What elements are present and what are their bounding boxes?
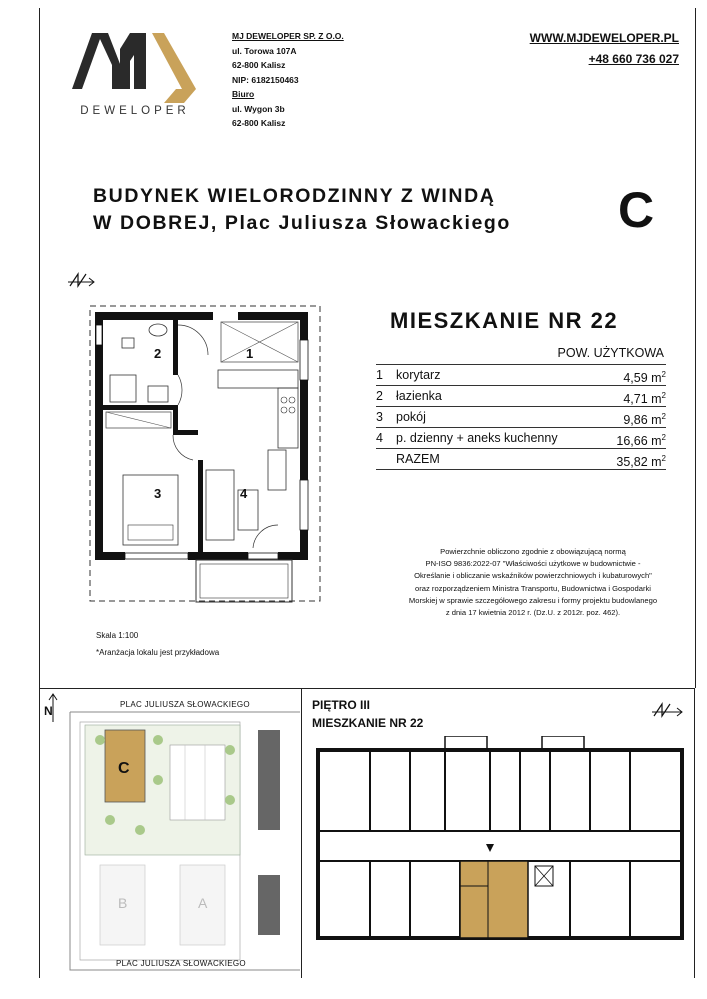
room-number: 1 bbox=[376, 368, 383, 382]
norm-note-line: PN-ISO 9836:2022-07 "Właściwości użytkowe w budownictwie - bbox=[425, 559, 641, 569]
room-label-2: 2 bbox=[154, 346, 162, 361]
apartment-title: MIESZKANIE NR 22 bbox=[390, 308, 619, 333]
room-area: 4,71 $m^2$ bbox=[623, 391, 666, 407]
office-label: Biuro bbox=[232, 89, 255, 99]
room-name: pokój bbox=[396, 410, 426, 424]
phone-link[interactable]: +48 660 736 027 bbox=[588, 52, 679, 66]
building-title-line2: W DOBREJ, Plac Juliusza Słowackiego bbox=[93, 212, 511, 234]
room-number: 3 bbox=[376, 410, 383, 424]
norm-note-line: oraz rozporządzeniem Ministra Transportu, Budownictwa i Gospodarki bbox=[415, 583, 651, 593]
room-row bbox=[376, 428, 666, 449]
bottom-frame-right bbox=[694, 688, 695, 978]
room-name: korytarz bbox=[396, 368, 441, 382]
total-label: RAZEM bbox=[396, 452, 440, 466]
arrangement-note: *Aranżacja lokalu jest przykładowa bbox=[96, 648, 220, 657]
section-divider-vertical bbox=[301, 688, 302, 978]
norm-note-line: Morskiej w sprawie szczegółowego zakresu i formy projektu budowlanego bbox=[408, 595, 658, 605]
contact-info bbox=[530, 28, 679, 70]
building-c-label: C bbox=[118, 760, 130, 777]
north-arrow-icon bbox=[66, 270, 96, 295]
room-label-1: 1 bbox=[246, 346, 254, 361]
room-label-4: 4 bbox=[240, 486, 248, 501]
room-name: p. dzienny + aneks kuchenny bbox=[396, 431, 558, 445]
floor-info bbox=[312, 696, 423, 732]
apartment-floor-plan bbox=[88, 300, 328, 610]
website-link[interactable]: WWW.MJDEWELOPER.PL bbox=[529, 31, 679, 45]
floor-apartment: MIESZKANIE NR 22 bbox=[312, 716, 424, 730]
scale-label: Skala 1:100 bbox=[96, 631, 139, 640]
room-row bbox=[376, 365, 666, 386]
company-name: MJ DEWELOPER SP. Z O.O. bbox=[232, 31, 344, 41]
total-area: 35,82 $m^2$ bbox=[616, 454, 666, 470]
office-street: ul. Wygon 3b bbox=[232, 103, 285, 114]
room-area-table bbox=[376, 344, 666, 470]
floor-north-arrow-icon bbox=[650, 700, 686, 725]
room-area: 16,66 $m^2$ bbox=[616, 433, 666, 449]
norm-note bbox=[392, 546, 674, 619]
room-row bbox=[376, 407, 666, 428]
room-row bbox=[376, 386, 666, 407]
office-city: 62-800 Kalisz bbox=[232, 118, 286, 128]
company-info bbox=[232, 29, 344, 131]
building-title-line1: BUDYNEK WIELORODZINNY Z WINDĄ bbox=[93, 185, 496, 207]
company-logo bbox=[60, 25, 210, 125]
area-header: POW. UŻYTKOWA bbox=[376, 344, 666, 365]
room-area: 4,59 $m^2$ bbox=[623, 370, 666, 386]
site-north-arrow-icon bbox=[46, 692, 60, 729]
company-street: ul. Torowa 107A bbox=[232, 45, 297, 56]
building-a-label: A bbox=[198, 895, 208, 911]
floor-level: PIĘTRO III bbox=[312, 698, 371, 712]
norm-note-line: z dnia 17 kwietnia 2012 r. (Dz.U. z 2012r. poz. 462). bbox=[445, 608, 621, 618]
room-number: 2 bbox=[376, 389, 383, 403]
room-name: łazienka bbox=[396, 389, 442, 403]
building-letter: C bbox=[618, 182, 655, 238]
total-row bbox=[376, 449, 666, 470]
north-label: N bbox=[44, 704, 53, 718]
room-area: 9,86 $m^2$ bbox=[623, 412, 666, 428]
company-nip: NIP: 6182150463 bbox=[232, 74, 299, 85]
logo-text: DEWELOPER bbox=[80, 105, 190, 117]
street-label-top: PLAC JULIUSZA SŁOWACKIEGO bbox=[120, 700, 250, 709]
norm-note-line: Powierzchnie obliczono zgodnie z obowiązującą normą bbox=[440, 547, 626, 556]
room-number: 4 bbox=[376, 431, 383, 445]
site-map bbox=[40, 690, 300, 985]
company-city: 62-800 Kalisz bbox=[232, 60, 286, 70]
norm-note-line: Określanie i obliczanie wskaźników powierzchniowych i kubaturowych" bbox=[414, 571, 652, 581]
floor-plan bbox=[310, 736, 690, 941]
building-title bbox=[93, 183, 511, 237]
street-label-bottom: PLAC JULIUSZA SŁOWACKIEGO bbox=[116, 959, 246, 968]
section-divider bbox=[39, 688, 694, 689]
room-label-3: 3 bbox=[154, 486, 162, 501]
building-b-label: B bbox=[118, 895, 128, 911]
